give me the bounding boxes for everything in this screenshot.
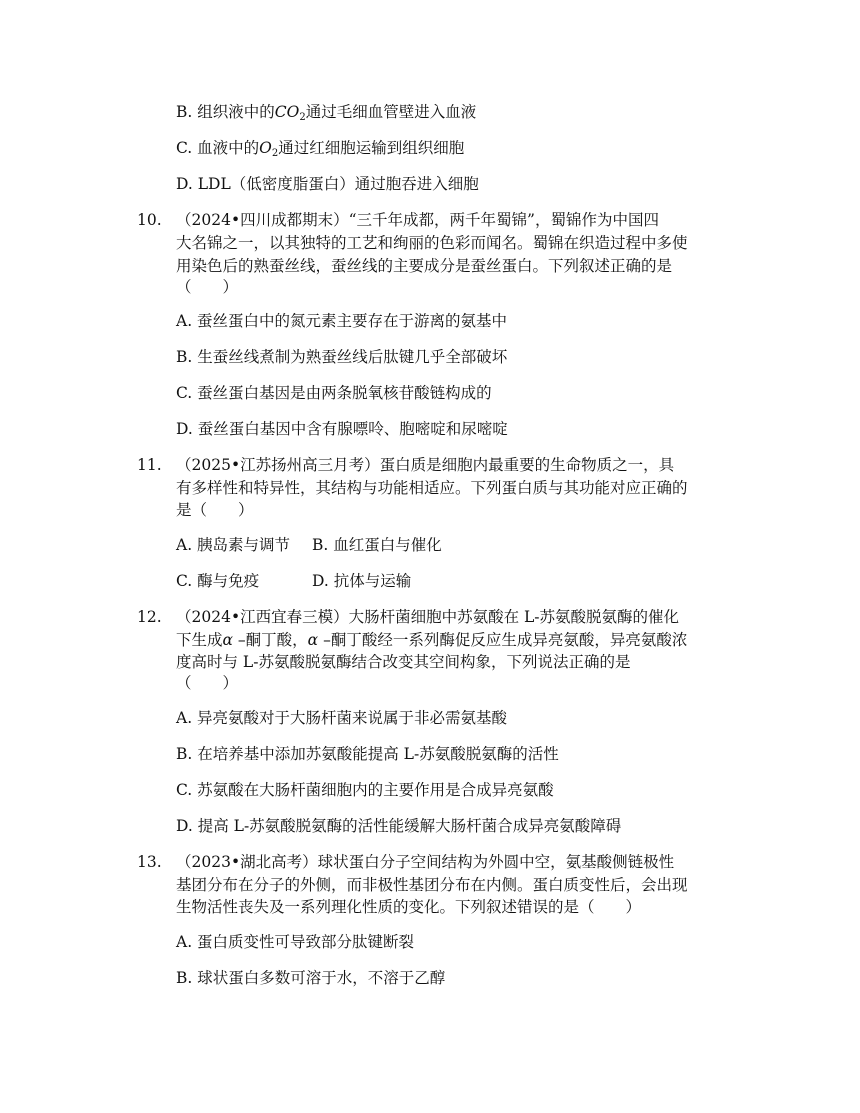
- q13-option-b: B. 球状蛋白多数可溶于水，不溶于乙醇: [176, 969, 446, 987]
- answer-bracket: （ ）: [176, 278, 239, 296]
- question-text-line: （2024•江西宜春三模）大肠杆菌细胞中苏氨酸在 L-苏氨酸脱氨酶的催化: [176, 608, 680, 626]
- question-number: 12.: [137, 608, 162, 626]
- text-span: –酮丁酸经一系列酶促反应生成异亮氨酸，异亮氨酸浓: [318, 631, 688, 649]
- q13-option-a: A. 蛋白质变性可导致部分肽键断裂: [176, 933, 415, 951]
- q10-option-d: D. 蚕丝蛋白基因中含有腺嘌呤、胞嘧啶和尿嘧啶: [176, 420, 508, 438]
- question-text-line: （2024•四川成都期末）“三千年成都，两千年蜀锦”，蜀锦作为中国四: [176, 211, 659, 229]
- q10-option-a: A. 蚕丝蛋白中的氮元素主要存在于游离的氨基中: [176, 312, 508, 330]
- question-text-line: [176, 629, 687, 651]
- q11-option-d: D. 抗体与运输: [312, 572, 412, 590]
- q12-option-a: A. 异亮氨酸对于大肠杆菌来说属于非必需氨基酸: [176, 709, 508, 727]
- q9-option-d: D. LDL（低密度脂蛋白）通过胞吞进入细胞: [176, 175, 479, 193]
- text-span: –酮丁酸，: [232, 631, 308, 649]
- q9-option-b: [176, 101, 476, 129]
- question-text-line: 基团分布在分子的外侧，而非极性基团分布在内侧。蛋白质变性后，会出现: [176, 876, 688, 894]
- option-text: 通过红细胞运输到组织细胞: [278, 139, 465, 157]
- q10-option-c: C. 蚕丝蛋白基因是由两条脱氧核苷酸链构成的: [176, 384, 492, 402]
- text-span: 下生成: [176, 631, 223, 649]
- question-number: 13.: [137, 853, 162, 871]
- question-text-line: （2023•湖北高考）球状蛋白分子空间结构为外圆中空，氨基酸侧链极性: [176, 853, 675, 871]
- alpha-symbol: α: [307, 631, 319, 649]
- option-text: C. 血液中的: [176, 139, 260, 157]
- q9-option-c: [176, 137, 464, 165]
- alpha-symbol: α: [222, 631, 233, 649]
- question-text-line: （2025•江苏扬州高三月考）蛋白质是细胞内最重要的生命物质之一，具: [176, 456, 675, 474]
- q12-option-d: D. 提高 L-苏氨酸脱氨酶的活性能缓解大肠杆菌合成异亮氨酸障碍: [176, 817, 622, 835]
- q10-option-b: B. 生蚕丝线煮制为熟蚕丝线后肽键几乎全部破坏: [176, 348, 508, 366]
- question-text-line: 有多样性和特异性，其结构与功能相适应。下列蛋白质与其功能对应正确的: [176, 479, 688, 497]
- subscript: 2: [299, 112, 306, 123]
- option-text: 通过毛细血管壁进入血液: [305, 103, 477, 121]
- question-text-line: 用染色后的熟蚕丝线，蚕丝线的主要成分是蚕丝蛋白。下列叙述正确的是: [176, 257, 673, 275]
- question-text-line: 是（ ）: [176, 501, 254, 519]
- option-text: B. 组织液中的: [176, 103, 275, 121]
- q12-option-b: B. 在培养基中添加苏氨酸能提高 L-苏氨酸脱氨酶的活性: [176, 745, 559, 763]
- q11-option-a: A. 胰岛素与调节: [176, 536, 291, 554]
- q11-option-b: B. 血红蛋白与催化: [312, 536, 442, 554]
- question-number: 11.: [137, 456, 162, 474]
- subscript: 2: [271, 148, 279, 159]
- answer-bracket: （ ）: [176, 674, 239, 692]
- q11-option-c: C. 酶与免疫: [176, 572, 260, 590]
- question-number: 10.: [137, 211, 162, 229]
- q12-option-c: C. 苏氨酸在大肠杆菌细胞内的主要作用是合成异亮氨酸: [176, 781, 554, 799]
- question-text-line: 度高时与 L-苏氨酸脱氨酶结合改变其空间构象，下列说法正确的是: [176, 653, 631, 671]
- formula-co2: CO: [274, 103, 300, 121]
- formula-o2: O: [259, 139, 272, 157]
- question-text-line: 生物活性丧失及一系列理化性质的变化。下列叙述错误的是（ ）: [176, 898, 642, 916]
- question-text-line: 大名锦之一，以其独特的工艺和绚丽的色彩而闻名。蜀锦在织造过程中多使: [176, 234, 688, 252]
